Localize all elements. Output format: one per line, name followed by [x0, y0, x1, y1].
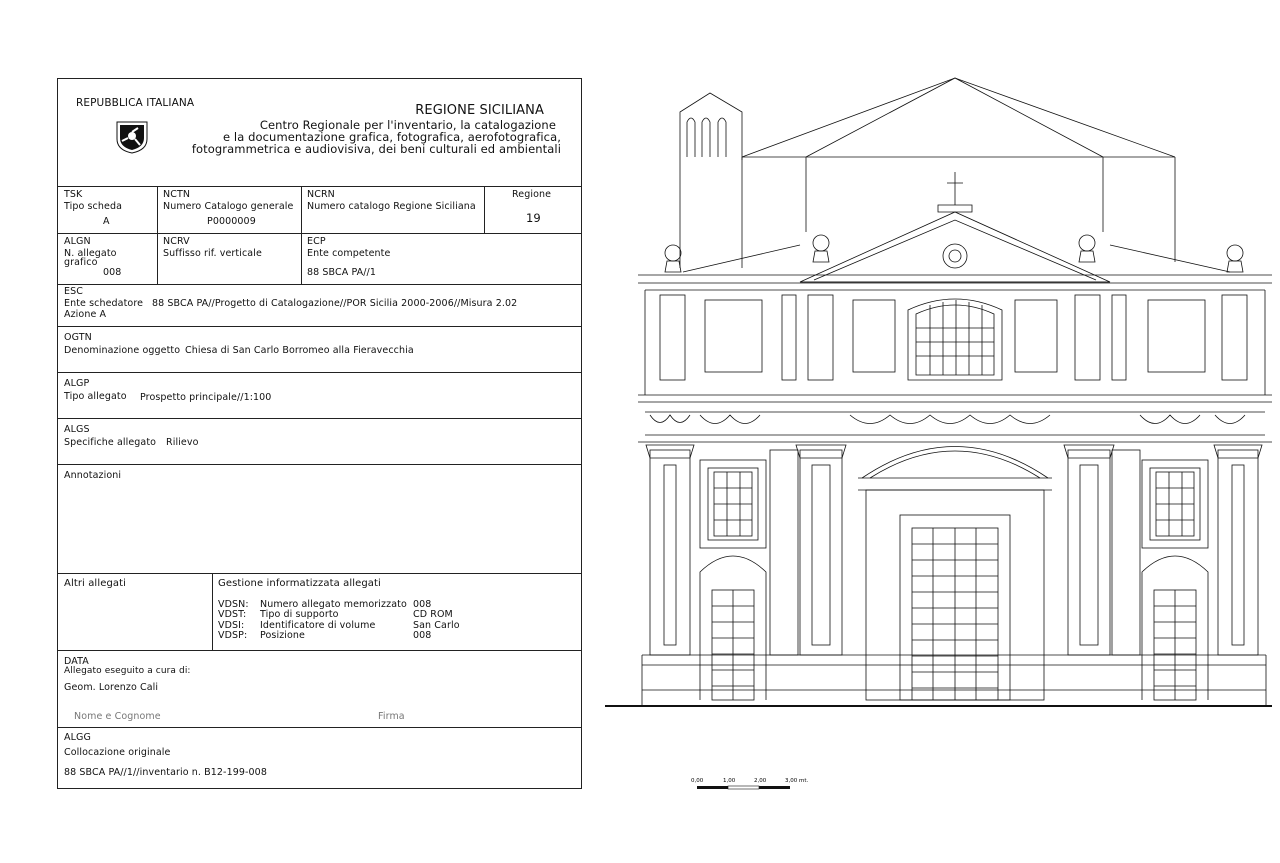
algp-value: Prospetto principale//1:100: [140, 392, 272, 403]
centre-line-3: fotogrammetrica e audiovisiva, dei beni culturali ed ambientali: [191, 142, 561, 156]
republic-label: REPUBBLICA ITALIANA: [76, 97, 195, 109]
divider: [301, 186, 302, 284]
algg-label: Collocazione originale: [64, 747, 171, 758]
esc-code: ESC: [64, 286, 83, 297]
catalogue-card: [57, 78, 582, 789]
data-eseguito: Allegato eseguito a cura di:: [64, 666, 191, 676]
ogtn-label: Denominazione oggetto: [64, 345, 181, 356]
ncrn-label: Numero catalogo Regione Siciliana: [307, 201, 476, 212]
ogtn-code: OGTN: [64, 332, 92, 343]
divider: [58, 372, 581, 373]
data-author: Geom. Lorenzo Cali: [64, 682, 159, 693]
ecp-code: ECP: [307, 236, 326, 247]
divider: [58, 326, 581, 327]
algs-code: ALGS: [64, 424, 90, 435]
vdsi-value: San Carlo: [413, 620, 460, 631]
vdsi-label: Identificatore di volume: [260, 620, 376, 631]
scale-tick-0: 0,00: [691, 778, 704, 784]
divider: [157, 186, 158, 284]
algg-value: 88 SBCA PA//1//inventario n. B12-199-008: [64, 767, 267, 778]
card-header: [58, 79, 581, 187]
divider: [58, 418, 581, 419]
divider: [58, 573, 581, 574]
ecp-value: 88 SBCA PA//1: [307, 267, 377, 278]
vdst-value: CD ROM: [413, 609, 453, 620]
algp-label: Tipo allegato: [64, 391, 127, 402]
divider: [58, 284, 581, 285]
vdsn-value: 008: [413, 599, 432, 610]
algs-label: Specifiche allegato: [64, 437, 157, 448]
ogtn-value: Chiesa di San Carlo Borromeo alla Fieravecchia: [185, 345, 414, 356]
tsk-code: TSK: [64, 189, 83, 200]
scale-tick-3: 3,00 mt.: [785, 778, 809, 784]
altri-label: Altri allegati: [64, 578, 127, 589]
algn-value: 008: [103, 267, 122, 278]
vdsi-code: VDSI:: [218, 620, 245, 631]
regione-value: 19: [526, 211, 541, 225]
ncrv-code: NCRV: [163, 236, 190, 247]
church-facade-drawing: [600, 70, 1280, 800]
divider: [58, 233, 581, 234]
vdsp-label: Posizione: [260, 630, 305, 641]
divider: [484, 186, 485, 233]
ecp-label: Ente competente: [307, 248, 391, 259]
ncrn-code: NCRN: [307, 189, 335, 200]
scale-bar: [691, 778, 809, 789]
esc-label: Ente schedatore: [64, 298, 144, 309]
algn-label-2: grafico: [64, 257, 98, 268]
centre-line-1: Centro Regionale per l'inventario, la catalogazione: [259, 118, 556, 132]
annotazioni-label: Annotazioni: [64, 470, 122, 481]
vdsp-value: 008: [413, 630, 432, 641]
divider: [58, 727, 581, 728]
scale-tick-1: 1,00: [723, 778, 736, 784]
algp-code: ALGP: [64, 378, 90, 389]
nctn-label: Numero Catalogo generale: [163, 201, 294, 212]
nctn-code: NCTN: [163, 189, 191, 200]
algn-code: ALGN: [64, 236, 91, 247]
vdst-label: Tipo di supporto: [260, 609, 339, 620]
region-title: REGIONE SICILIANA: [415, 103, 544, 118]
nctn-value: P0000009: [207, 216, 256, 227]
algg-code: ALGG: [64, 732, 91, 743]
nome-label: Nome e Cognome: [74, 711, 161, 722]
scale-tick-2: 2,00: [754, 778, 767, 784]
algs-value: Rilievo: [166, 437, 199, 448]
regione-label: Regione: [512, 189, 552, 200]
divider: [58, 464, 581, 465]
data-code: DATA: [64, 656, 89, 667]
divider: [58, 650, 581, 651]
vdst-code: VDST:: [218, 609, 247, 620]
esc-value-2: Azione A: [64, 309, 107, 320]
centre-line-2: e la documentazione grafica, fotografica, aerofotografica,: [222, 130, 561, 144]
divider: [212, 573, 213, 650]
tsk-value: A: [103, 216, 110, 227]
firma-label: Firma: [378, 711, 405, 722]
esc-value: 88 SBCA PA//Progetto di Catalogazione//POR Sicilia 2000-2006//Misura 2.02: [152, 298, 518, 309]
vdsp-code: VDSP:: [218, 630, 248, 641]
vdsn-label: Numero allegato memorizzato: [260, 599, 407, 610]
gestione-label: Gestione informatizzata allegati: [218, 578, 381, 589]
algn-label-1: N. allegato: [64, 248, 117, 259]
tsk-label: Tipo scheda: [64, 201, 123, 212]
ncrv-label: Suffisso rif. verticale: [163, 248, 262, 259]
vdsn-code: VDSN:: [218, 599, 249, 610]
